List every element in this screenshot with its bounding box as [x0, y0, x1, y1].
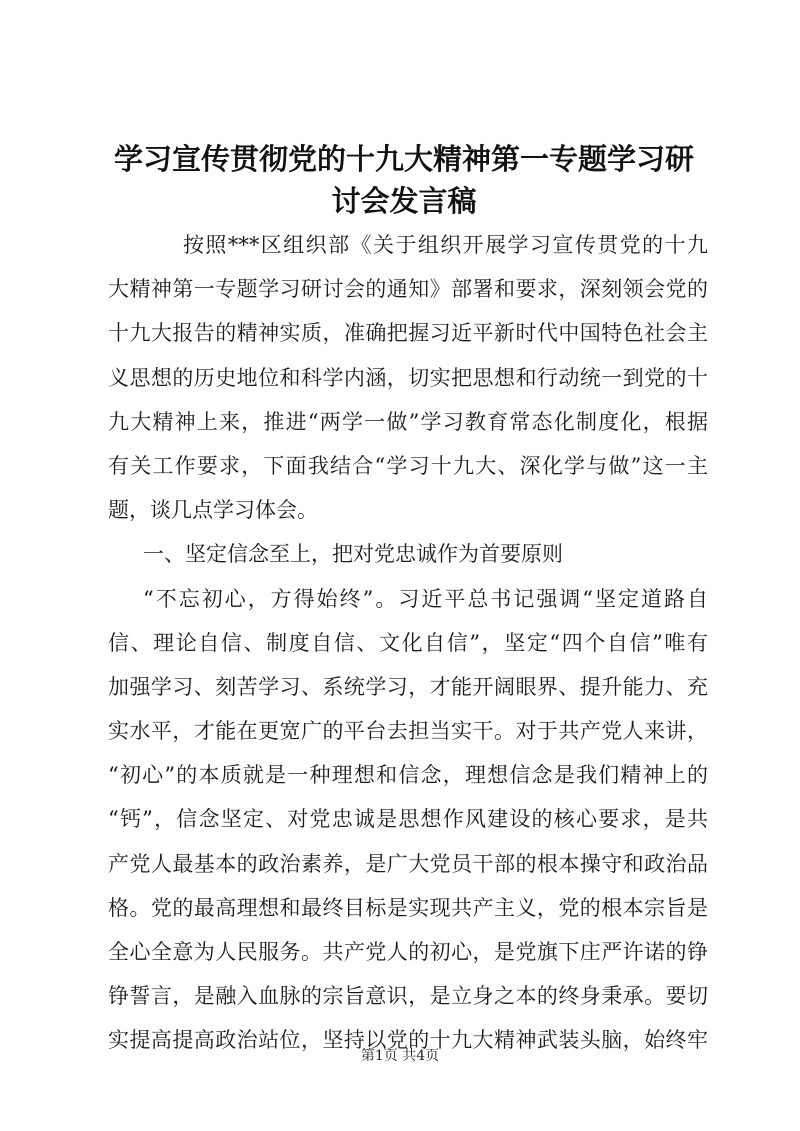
text-line: 格。党的最高理想和最终目标是实现共产主义，党的根本宗旨是 [108, 895, 708, 920]
text-line: 十九大报告的精神实质，准确把握习近平新时代中国特色社会主 [108, 321, 708, 346]
page-number-footer: 第1页 共4页 [360, 1048, 440, 1064]
text-line: 实提高提高政治站位，坚持以党的十九大精神武装头脑，始终牢 [108, 1028, 708, 1053]
title-line: 讨会发言稿 [331, 184, 477, 218]
document-body [108, 223, 708, 1063]
text-line: 实水平，才能在更宽广的平台去担当实干。对于共产党人来讲， [108, 719, 708, 744]
text-line: 全心全意为人民服务。共产党人的初心，是党旗下庄严许诺的铮 [108, 940, 708, 964]
text-line: “不忘初心，方得始终”。习近平总书记强调“坚定道路自 [143, 586, 708, 611]
text-line: 产党人最基本的政治素养，是广大党员干部的根本操守和政治品 [108, 851, 708, 876]
document-title [100, 138, 708, 222]
text-line: 铮誓言，是融入血脉的宗旨意识，是立身之本的终身秉承。要切 [108, 984, 708, 1009]
text-line: 按照***区组织部《关于组织开展学习宣传贯党的十九 [183, 233, 708, 257]
section-heading: 一、坚定信念至上，把对党忠诚作为首要原则 [143, 542, 563, 567]
title-line: 学习宣传贯彻党的十九大精神第一专题学习研 [113, 142, 694, 176]
text-line: “钙”，信念坚定、对党忠诚是思想作风建设的核心要求，是共 [108, 807, 708, 832]
text-line: “初心”的本质就是一种理想和信念，理想信念是我们精神上的 [108, 763, 708, 788]
section-paragraph [108, 577, 708, 1063]
text-line: 有关工作要求，下面我结合“学习十九大、深化学与做”这一主 [108, 453, 708, 478]
text-line: 大精神第一专题学习研讨会的通知》部署和要求，深刻领会党的 [108, 277, 708, 302]
intro-paragraph [108, 223, 708, 532]
text-line: 加强学习、刻苦学习、系统学习，才能开阔眼界、提升能力、充 [108, 674, 708, 699]
text-line: 信、理论自信、制度自信、文化自信”，坚定“四个自信”唯有 [108, 630, 708, 655]
text-line: 题，谈几点学习体会。 [108, 498, 318, 523]
text-line: 九大精神上来，推进“两学一做”学习教育常态化制度化，根据 [108, 409, 708, 434]
text-line: 义思想的历史地位和科学内涵，切实把思想和行动统一到党的十 [108, 365, 708, 390]
